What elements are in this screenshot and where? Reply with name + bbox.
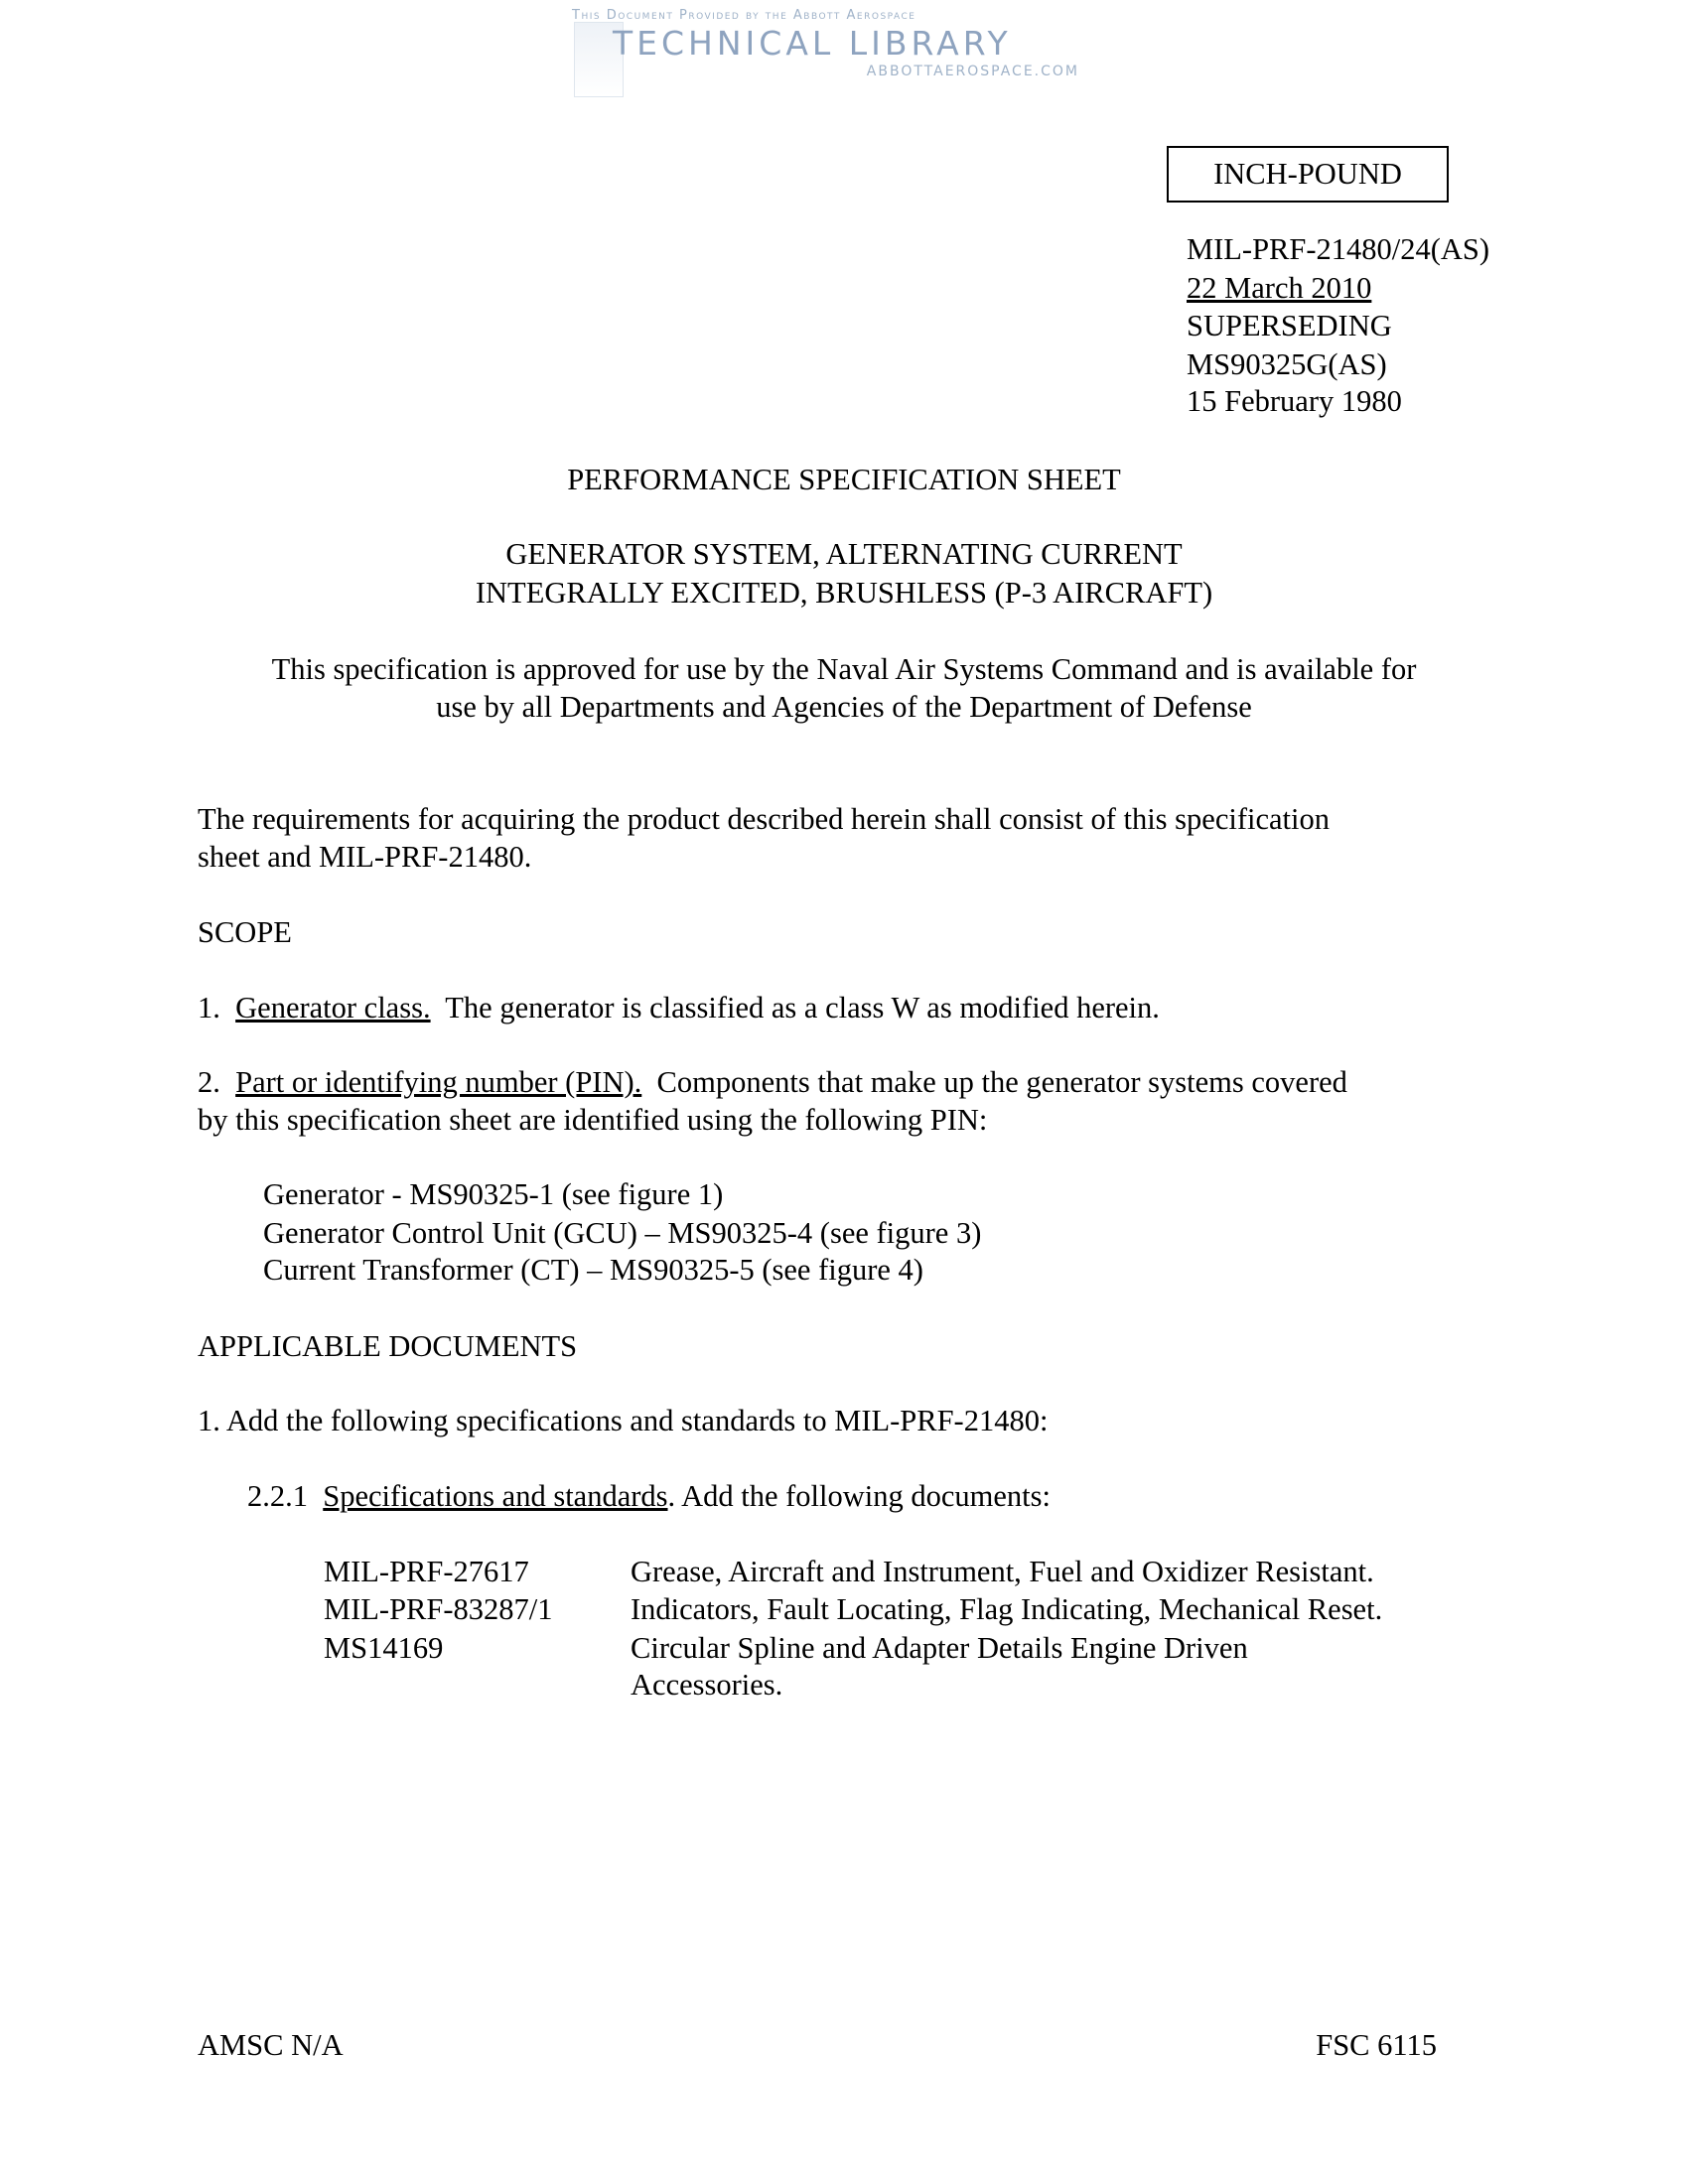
watermark-logo	[568, 6, 1079, 100]
subsection-2-2-1	[247, 1477, 1051, 1515]
units-box: INCH-POUND	[1167, 146, 1449, 203]
scope-heading: SCOPE	[198, 915, 292, 949]
subsection-text: . Add the following documents:	[667, 1479, 1051, 1513]
superseded-date: 15 February 1980	[1187, 384, 1402, 418]
subject-line1: GENERATOR SYSTEM, ALTERNATING CURRENT	[505, 537, 1183, 571]
subsection-number: 2.2.1	[247, 1479, 308, 1513]
footer-amsc: AMSC N/A	[198, 2028, 344, 2062]
footer-fsc: FSC 6115	[1316, 2028, 1437, 2062]
doc-desc: Circular Spline and Adapter Details Engine Driven	[631, 1631, 1248, 1665]
sheet-title: PERFORMANCE SPECIFICATION SHEET	[567, 463, 1121, 496]
item-title: Generator class.	[235, 991, 431, 1024]
doc-id: MIL-PRF-83287/1	[324, 1592, 553, 1626]
applicable-heading: APPLICABLE DOCUMENTS	[198, 1329, 578, 1363]
superseded-doc: MS90325G(AS)	[1187, 347, 1387, 381]
scope-item-1	[198, 989, 1160, 1026]
doc-desc: Indicators, Fault Locating, Flag Indicating, Mechanical Reset.	[631, 1592, 1383, 1626]
doc-id: MIL-PRF-27617	[324, 1555, 529, 1588]
item-text: Components that make up the generator systems covered	[656, 1065, 1347, 1099]
watermark-line2: TECHNICAL LIBRARY	[613, 24, 1012, 63]
subject-line2: INTEGRALLY EXCITED, BRUSHLESS (P-3 AIRCRAFT)	[475, 576, 1213, 610]
intro-line1: The requirements for acquiring the product described herein shall consist of this specification	[198, 802, 1330, 836]
approval-line2: use by all Departments and Agencies of the Department of Defense	[436, 690, 1252, 724]
item-number: 1.	[198, 991, 220, 1024]
item-text: The generator is classified as a class W as modified herein.	[445, 991, 1160, 1024]
scope-item-2	[198, 1063, 1347, 1101]
watermark-line3: ABBOTTAEROSPACE.COM	[866, 64, 1079, 79]
pin-ct: Current Transformer (CT) – MS90325-5 (see figure 4)	[263, 1253, 923, 1287]
item-number: 2.	[198, 1065, 220, 1099]
doc-desc-cont: Accessories.	[631, 1668, 783, 1702]
scope-item-2-cont: by this specification sheet are identified using the following PIN:	[198, 1103, 988, 1137]
applicable-item-1: 1. Add the following specifications and standards to MIL-PRF-21480:	[198, 1404, 1049, 1437]
pin-gcu: Generator Control Unit (GCU) – MS90325-4 (see figure 3)	[263, 1216, 982, 1250]
watermark-line1: This Document Provided by the Abbott Aerospace	[572, 8, 916, 23]
item-title: Part or identifying number (PIN).	[235, 1065, 642, 1099]
intro-line2: sheet and MIL-PRF-21480.	[198, 840, 532, 874]
approval-line1: This specification is approved for use by the Naval Air Systems Command and is available for	[271, 652, 1417, 686]
pin-generator: Generator - MS90325-1 (see figure 1)	[263, 1177, 724, 1211]
doc-id: MS14169	[324, 1631, 444, 1665]
doc-desc: Grease, Aircraft and Instrument, Fuel and Oxidizer Resistant.	[631, 1555, 1374, 1588]
subsection-title: Specifications and standards	[323, 1479, 668, 1513]
superseding-label: SUPERSEDING	[1187, 309, 1392, 342]
doc-date: 22 March 2010	[1187, 271, 1372, 305]
doc-number: MIL-PRF-21480/24(AS)	[1187, 232, 1490, 266]
